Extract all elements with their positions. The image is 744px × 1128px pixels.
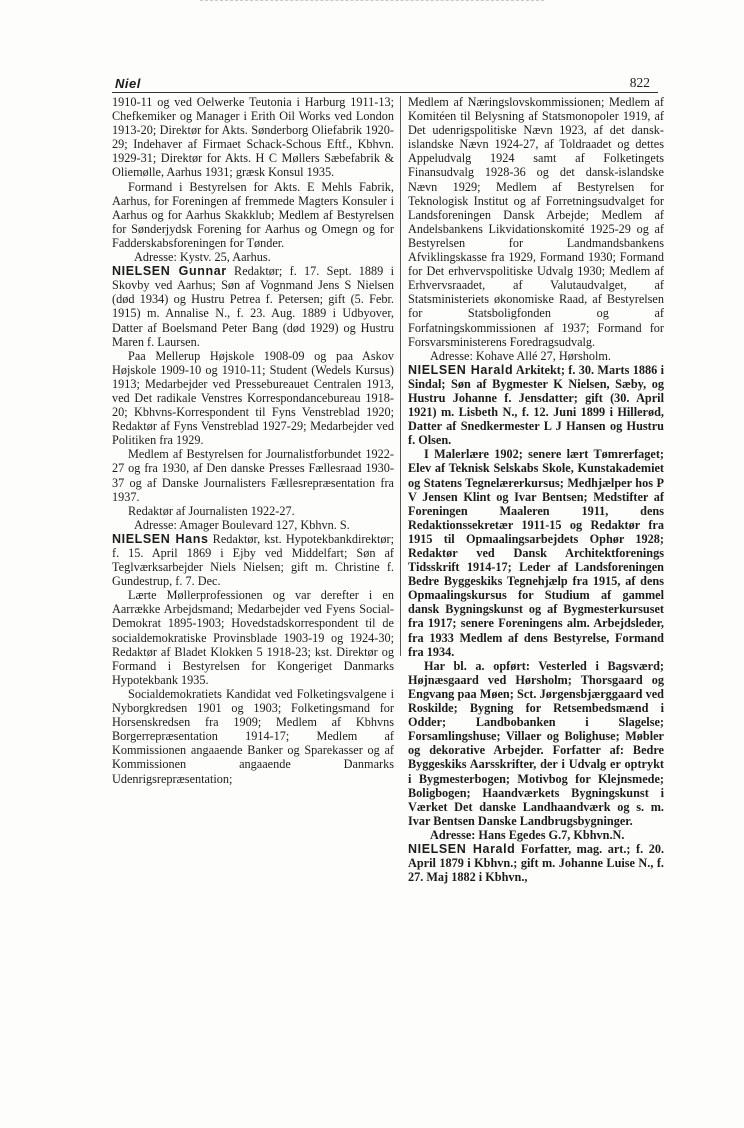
- biography-entry: [408, 842, 664, 884]
- entry-name: NIELSEN Harald: [408, 841, 516, 856]
- paragraph: [112, 504, 394, 518]
- entry-text: Socialdemokratiets Kandidat ved Folketingsvalgene i Nyborgkredsen 1901 og 1903; Folketingsmand for Horsenskredsen fra 1909; Medlem af Kbhvns Borgerrepræsentation 1914-17; Medlem af Kommissionen angaaende Banker og Sparekasser og af Kommissionen angaaende Danmarks Udenrigsrepræsentation;: [112, 686, 394, 786]
- entry-text: Adresse: Kohave Allé 27, Hørsholm.: [430, 348, 611, 363]
- entry-text: Adresse: Hans Egedes G.7, Kbhvn.N.: [430, 827, 625, 842]
- biography-entry: [408, 363, 664, 448]
- entry-text: Redaktør af Journalisten 1922-27.: [128, 503, 295, 518]
- entry-text: Lærte Møllerprofessionen og var derefter i en Aarrække Arbejdsmand; Medarbejder ved Fyens Social-Demokrat 1895-1903; Hovedstadskorrespondent til de socialdemokratiske Provinsblade 1903-19 og 1924-30; Redaktør af Bladet Klokken 5 1918-23; kst. Direktør og Formand i Bestyrelsen for Kongeriget Danmarks Hypotekbank 1935.: [112, 588, 394, 687]
- entry-text: Formand i Bestyrelsen for Akts. E Mehls Fabrik, Aarhus, for Foreningen af fremmede Magters Konsuler i Aarhus og for Aarhus Skakklub; Medlem af Bestyrelsen for Sønderjydsk Forening for Aarhus og Omegn og for Fadderskabsforeningen for Tønder.: [112, 179, 394, 250]
- scan-top-edge: [200, 0, 544, 5]
- paragraph: [112, 180, 394, 250]
- paragraph: [112, 447, 394, 503]
- paragraph: [112, 349, 394, 448]
- paragraph: [112, 687, 394, 786]
- page-number: 822: [629, 75, 650, 90]
- left-column: [112, 95, 394, 786]
- entry-name: NIELSEN Harald: [408, 362, 514, 377]
- address-line: [408, 828, 664, 842]
- entry-text: Adresse: Kystv. 25, Aarhus.: [134, 250, 271, 265]
- continued-paragraph: [408, 95, 664, 349]
- address-line: [112, 518, 394, 532]
- right-column: [408, 95, 664, 884]
- paragraph: [408, 659, 664, 828]
- biography-entry: [112, 264, 394, 349]
- column-divider: [400, 96, 401, 656]
- page-header: [112, 72, 658, 94]
- continued-paragraph: [112, 95, 394, 180]
- entry-name: NIELSEN Gunnar: [112, 264, 227, 279]
- header-rule: [112, 92, 658, 93]
- entry-text: Arkitekt; f. 30. Marts 1886 i Sindal; Søn af Bygmester K Nielsen, Sæby, og Hustru Johanne f. Jensdatter; gift (30. April 1921) m. Lisbeth N., f. 12. Juni 1899 i Hillerød, Datter af Snedkermester L J Hansen og Hustru f. Olsen.: [408, 362, 664, 448]
- address-line: [408, 349, 664, 363]
- entry-text: Medlem af Næringslovskommissionen; Medlem af Komitéen til Belysning af Statsmonopoler 1919, af Det udenrigspolitiske Nævn 1923, af det dansk-islandske Nævn 1924-27, af Toldraadet og dettes Appeludvalg 1924 samt af Folketingets Finansudvalg 1928-36 og det dansk-islandske Nævn 1929; Medlem af Bestyrelsen for Teknologisk Institut og af Forretningsudvalget for Landsforeningen Dansk Arbejde; Medlem af Andelsbankens Likvidationskomité 1925-29 og af Bestyrelsen for Landmandsbankens Afviklingskasse fra 1929, Formand 1930; Formand for Det erhvervspolitiske Udvalg 1930; Medlem af Erhvervsraadet, af Valutaudvalget, af Statsministeriets økonomiske Raad, af Bestyrelsen for Statsboligfonden og af Forfatningskommissionen af 1937; Formand for Forsvarsministerens Foredragsudvalg.: [408, 95, 664, 349]
- biography-entry: [112, 532, 394, 588]
- entry-text: Paa Mellerup Højskole 1908-09 og paa Askov Højskole 1909-10 og 1910-11; Student (Wedels Kursus) 1913; Medarbejder ved Pressebureauet Centralen 1913, ved Det radikale Venstres Korrespondancebureau 1918-20; Kbhvns-Korrespondent til Fyns Venstreblad 1920; Redaktør af Fyns Venstreblad 1927-29; Medarbejder ved Politiken fra 1929.: [112, 348, 394, 448]
- running-head: Niel: [115, 76, 141, 91]
- paragraph: [112, 588, 394, 687]
- paragraph: [408, 447, 664, 658]
- entry-text: Medlem af Bestyrelsen for Journalistforbundet 1922-27 og fra 1930, af Den danske Presses Fællesraad 1930-37 og af Danske Journalisters Fællesrepræsentation fra 1937.: [112, 447, 394, 504]
- entry-text: Forfatter, mag. art.; f. 20. April 1879 i Kbhvn.; gift m. Johanne Luise N., f. 27. Maj 1882 i Kbhvn.,: [408, 841, 665, 885]
- entry-text: Adresse: Amager Boulevard 127, Kbhvn. S.: [134, 517, 350, 532]
- entry-text: Har bl. a. opført: Vesterled i Bagsværd; Højnæsgaard ved Hørsholm; Thorsgaard og Engvang paa Møen; Sct. Jørgensbjærggaard ved Roskilde; Bygning for Retsembedsmænd i Odder; Landbobanken i Slagelse; Forsamlingshuse; Villaer og Bolighuse; Møbler og dekorative Arbejder. Forfatter af: Bedre Byggeskiks Aarsskrifter, der i Udvalg er optrykt i Bygmesterbogen; Motivbog for Klejnsmede; Boligbogen; Haandværkets Bygningskunst i Værket Det danske Landhaandværk og s. m. Ivar Bentsen Danske Landbrugsbygninger.: [408, 658, 664, 828]
- address-line: [112, 250, 394, 264]
- entry-name: NIELSEN Hans: [112, 531, 209, 546]
- entry-text: 1910-11 og ved Oelwerke Teutonia i Harburg 1911-13; Chefkemiker og Manager i Erith Oil Works ved London 1913-20; Direktør for Akts. Sønderborg Oliefabrik 1920-29; Indehaver af Firmaet Schack-Schous Eftf., Kbhvn. 1929-31; Direktør for Akts. H C Møllers Sæbefabrik & Oliemølle, Aarhus 1931; græsk Konsul 1935.: [112, 95, 394, 180]
- entry-text: Redaktør; f. 17. Sept. 1889 i Skovby ved Aarhus; Søn af Vognmand Jens S Nielsen (død 1934) og Hustru Petrea f. Petersen; gift (5. Febr. 1915) m. Annalise N., f. 23. Aug. 1889 i Udbyover, Datter af Boelsmand Peter Bang (død 1929) og Hustru Maren f. Laursen.: [112, 264, 394, 349]
- entry-text: I Malerlære 1902; senere lært Tømrerfaget; Elev af Teknisk Selskabs Skole, Kunstakademiet og Statens Tegnelærerkursus; Medhjælper hos P V Jensen Klint og Ivar Bentsen; Medstifter af Foreningen Maaleren 1911, dens Redaktionssekretær 1911-15 og Redaktør fra 1915 til Opmaalingsarbejdets Ophør 1928; Redaktør ved Dansk Architektforenings Tidsskrift 1914-17; Leder af Landsforeningen Bedre Byggeskiks Tegnehjælp fra 1915, af dens Opmaalingskursus for Studium af gammel dansk Bygningskunst og af Bygmesterkursuset fra 1917; senere Foreningens alm. Arbejdsleder, fra 1933 Medlem af dens Bestyrelse, Formand fra 1934.: [408, 447, 664, 659]
- entry-text: Redaktør, kst. Hypotekbankdirektør; f. 15. April 1869 i Ejby ved Middelfart; Søn af Teglværksarbejder Niels Nielsen; gift m. Christine f. Gundestrup, f. 7. Dec.: [112, 531, 394, 589]
